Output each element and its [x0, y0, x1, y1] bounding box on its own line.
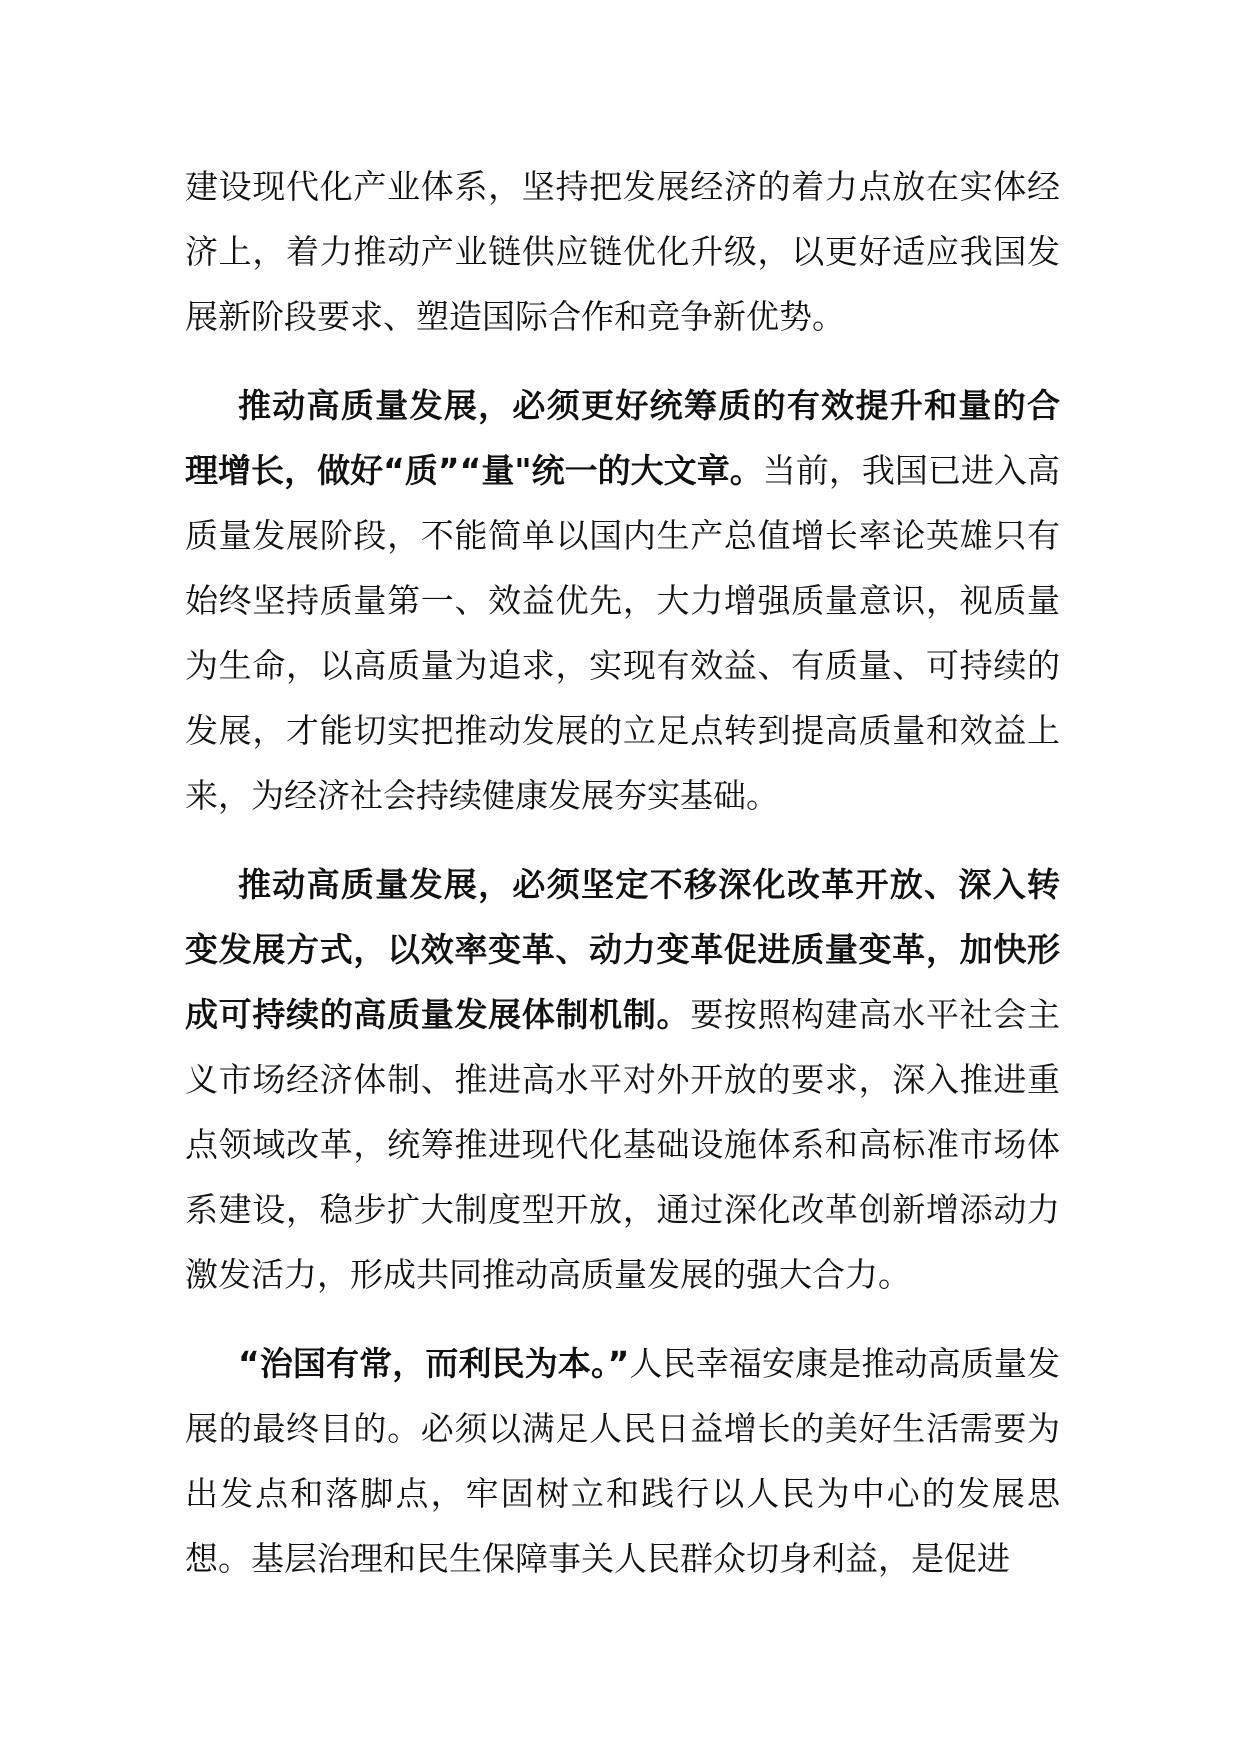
- paragraph-3-text: 要按照构建高水平社会主义市场经济体制、推进高水平对外开放的要求，深入推进重点领域改革，统筹推进现代化基础设施体系和高标准市场体系建设，稳步扩大制度型开放，通过深化改革创新增添动力激发活力，形成共同推动高质量发展的强大合力。: [185, 995, 1061, 1294]
- paragraph-2: [185, 373, 1060, 828]
- paragraph-1: [185, 154, 1060, 349]
- paragraph-1-text: 建设现代化产业体系，坚持把发展经济的着力点放在实体经济上，着力推动产业链供应链优化升级，以更好适应我国发展新阶段要求、塑造国际合作和竞争新优势。: [185, 167, 1060, 336]
- paragraph-3: [185, 852, 1060, 1307]
- paragraph-4: [185, 1331, 1060, 1591]
- paragraph-4-bold: “治国有常，而利民为本。”: [238, 1344, 630, 1383]
- paragraph-2-bold: 推动高质量发展，必须更好统筹质的有效提升和量的合理增长，做好“质”“量"统一的大文章。: [185, 386, 1060, 490]
- paragraph-4-text: 人民幸福安康是推动高质量发展的最终目的。必须以满足人民日益增长的美好生活需要为出发点和落脚点，牢固树立和践行以人民为中心的发展思想。基层治理和民生保障事关人民群众切身利益，是促进: [185, 1344, 1060, 1578]
- paragraph-2-text: 当前，我国已进入高质量发展阶段，不能简单以国内生产总值增长率论英雄只有始终坚持质量第一、效益优先，大力增强质量意识，视质量为生命，以高质量为追求，实现有效益、有质量、可持续的发展，才能切实把推动发展的立足点转到提高质量和效益上来，为经济社会持续健康发展夯实基础。: [185, 451, 1061, 815]
- paragraph-3-bold: 推动高质量发展，必须坚定不移深化改革开放、深入转变发展方式，以效率变革、动力变革促进质量变革，加快形成可持续的高质量发展体制机制。: [185, 865, 1060, 1034]
